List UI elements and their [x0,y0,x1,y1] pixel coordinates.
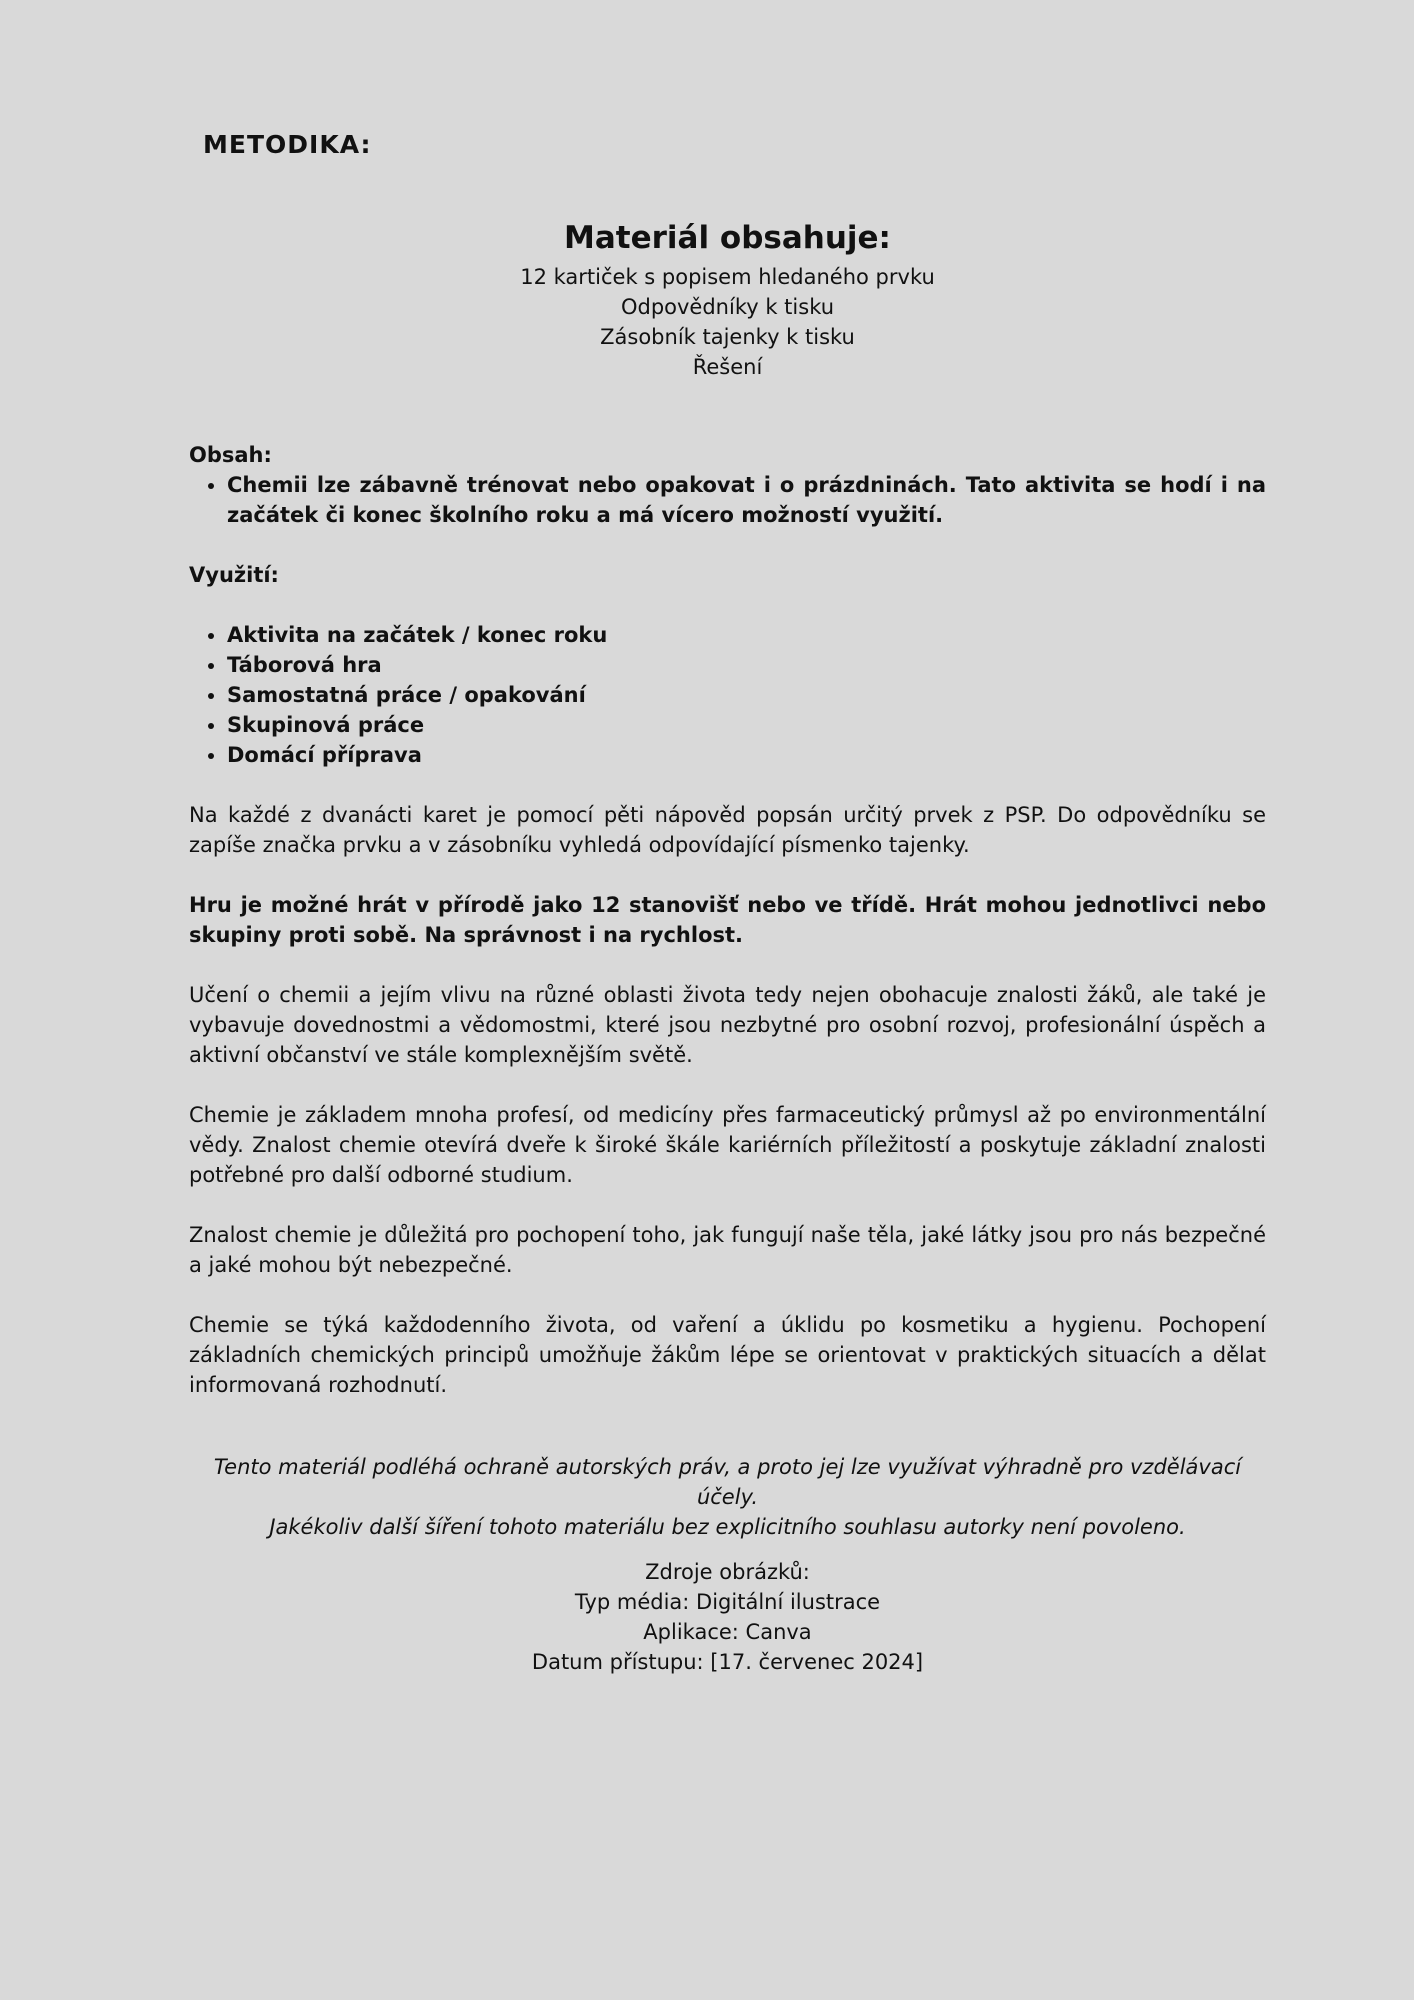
copyright-notice [189,1452,1266,1542]
paragraph-body: Znalost chemie je důležitá pro pochopení toho, jak fungují naše těla, jaké látky jsou pro nás bezpečné a jaké mohou být nebezpečné. [189,1223,1266,1277]
materials-item: Odpovědníky k tisku [620,295,835,319]
materials-title: Materiál obsahuje: [564,220,891,256]
vyuziti-item: • Skupinová práce [227,710,1266,740]
copyright-line: Jakékoliv další šíření tohoto materiálu bez explicitního souhlasu autorky není povoleno. [269,1515,1186,1539]
copyright-line: Tento materiál podléhá ochraně autorských práv, a proto jej lze využívat výhradně pro vzdělávací účely. [213,1455,1242,1509]
vyuziti-label: Využití: [189,563,279,587]
obsah-label: Obsah: [189,443,272,467]
vyuziti-item: • Samostatná práce / opakování [227,680,1266,710]
vyuziti-item: • Aktivita na začátek / konec roku [227,620,1266,650]
page-heading: METODIKA: [203,130,372,159]
vyuziti-item: • Domácí příprava [227,740,1266,770]
paragraph-careers: Chemie je základem mnoha profesí, od medicíny přes farmaceutický průmysl až po environmentální vědy. Znalost chemie otevírá dveře k široké škále kariérních příležitostí a poskytuje základní znalosti potřebné pro další odborné studium. [189,1103,1266,1187]
obsah-list [189,470,1266,530]
vyuziti-list [189,620,1266,770]
paragraph-game-modes: Hru je možné hrát v přírodě jako 12 stanovišť nebo ve třídě. Hrát mohou jednotlivci nebo skupiny proti sobě. Na správnost i na rychlost. [189,893,1266,947]
paragraph-learning: Učení o chemii a jejím vlivu na různé oblasti života tedy nejen obohacuje znalosti žáků, ale také je vybavuje dovednostmi a vědomostmi, které jsou nezbytné pro osobní rozvoj, profesionální úspěch a aktivní občanství ve stále komplexnějším světě. [189,983,1266,1067]
materials-item: Zásobník tajenky k tisku [600,325,855,349]
sources-line: Zdroje obrázků: [645,1560,810,1584]
materials-item: 12 kartiček s popisem hledaného prvku [520,265,935,289]
sources-line: Aplikace: Canva [643,1620,812,1644]
materials-item: Řešení [692,355,763,379]
obsah-item: • Chemii lze zábavně trénovat nebo opakovat i o prázdninách. Tato aktivita se hodí i na začátek či konec školního roku a má vícero možností využití. [227,470,1266,530]
materials-section [189,216,1266,382]
paragraph-everyday: Chemie se týká každodenního života, od vaření a úklidu po kosmetiku a hygienu. Pochopení základních chemických principů umožňuje žákům lépe se orientovat v praktických situacích a dělat informovaná rozhodnutí. [189,1313,1266,1397]
sources-line: Datum přístupu: [17. červenec 2024] [531,1650,924,1674]
image-sources [189,1557,1266,1677]
vyuziti-item: • Táborová hra [227,650,1266,680]
main-content [189,440,1266,1400]
sources-line: Typ média: Digitální ilustrace [574,1590,881,1614]
paragraph-cards: Na každé z dvanácti karet je pomocí pěti nápověd popsán určitý prvek z PSP. Do odpovědníku se zapíše značka prvku a v zásobníku vyhledá odpovídající písmenko tajenky. [189,803,1266,857]
